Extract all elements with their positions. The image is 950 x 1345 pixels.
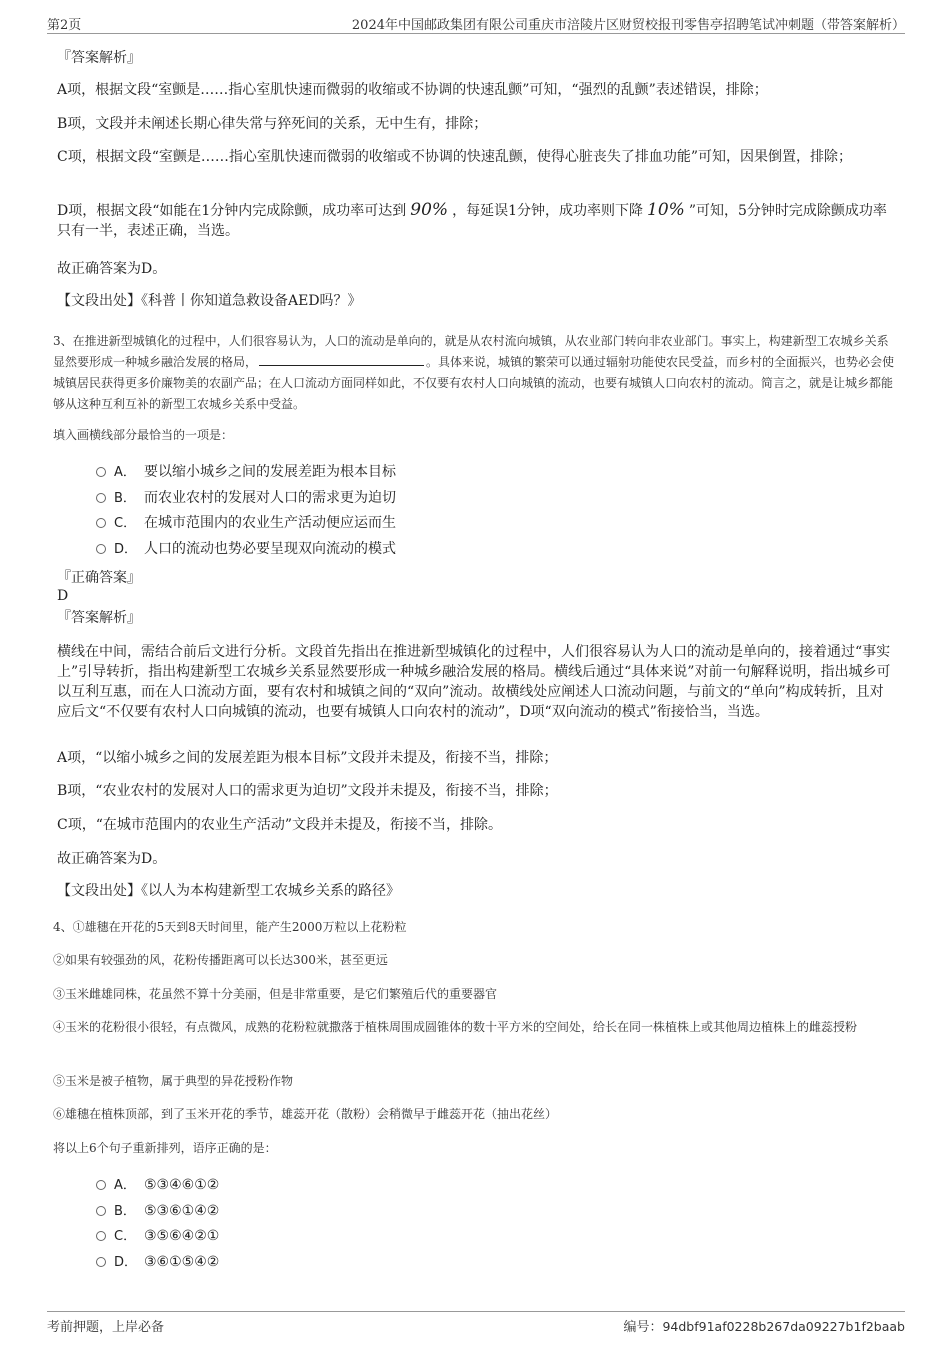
- radio-icon[interactable]: [96, 1180, 106, 1190]
- q3-option-a[interactable]: [96, 462, 396, 483]
- q3-answer-label: 『正确答案』: [57, 570, 141, 586]
- q3-option-b[interactable]: [96, 488, 396, 509]
- radio-icon[interactable]: [96, 1231, 106, 1241]
- q3-analysis-a: A项，“以缩小城乡之间的发展差距为根本目标”文段并未提及，衔接不当，排除；: [57, 750, 558, 766]
- option-key: D．: [114, 1255, 138, 1270]
- q2-conclusion: 故正确答案为D。: [57, 261, 167, 277]
- option-key: C．: [114, 1229, 137, 1244]
- q3-analysis-b: B项，“农业农村的发展对人口的需求更为迫切”文段并未提及，衔接不当，排除；: [57, 783, 558, 799]
- option-key: B．: [114, 491, 136, 506]
- footer-slogan: 考前押题，上岸必备: [47, 1320, 165, 1335]
- q4-option-d[interactable]: [96, 1252, 219, 1273]
- q2-analysis-a: A项，根据文段“室颤是……指心室肌快速而微弱的收缩或不协调的快速乱颤”可知，“强烈的乱颤”表述错误，排除；: [57, 82, 768, 98]
- option-text: ③⑥①⑤④②: [144, 1254, 220, 1270]
- q3-option-c[interactable]: [96, 513, 396, 534]
- q4-sentence-4: ④玉米的花粉很小很轻，有点微风，成熟的花粉粒就撒落于植株周围成圆锥体的数十平方米的空间处，给长在同一株植株上或其他周边植株上的雌蕊授粉: [53, 1020, 858, 1034]
- q3-analysis-text: 横线在中间，需结合前后文进行分析。文段首先指出在推进新型城镇化的过程中，人们很容易认为人口的流动是单向的，接着通过“事实上”引导转折，指出构建新型工农城乡关系显然要形成一种城乡融洽发展的格局。横线后通过“具体来说”对前一句解释说明，指出城乡可以互利互惠，而在人口流动方面，要有农村和城镇之间的“双向”流动。故横线处应阐述人口流动问题，与前文的“单向”构成转折，且对应后文“不仅要有农村人口向城镇的流动，也要有城镇人口向农村的流动”，D项“双向流动的模式”衔接恰当，当选。: [57, 644, 891, 720]
- q3-stem-part1: 3、在推进新型城镇化的过程中，人们很容易认为，人口的流动是单向的，就是从农村流向城镇，从农业部门转向非农业部门。事实上，构建新型工农城乡关系显然要形成一种城乡融洽发展的格局，: [53, 334, 889, 369]
- option-text: ⑤③④⑥①②: [144, 1177, 220, 1193]
- q4-prompt: 将以上6个句子重新排列，语序正确的是：: [53, 1141, 277, 1155]
- q4-sentence-2: ②如果有较强劲的风，花粉传播距离可以长达300米，甚至更远: [53, 953, 388, 967]
- q3-analysis-c: C项，“在城市范围内的农业生产活动”文段并未提及，衔接不当，排除。: [57, 817, 503, 833]
- q2-analysis-label: 『答案解析』: [57, 50, 141, 66]
- q3-prompt: 填入画横线部分最恰当的一项是：: [53, 428, 234, 442]
- radio-icon[interactable]: [96, 1257, 106, 1267]
- q4-option-c[interactable]: [96, 1226, 219, 1247]
- option-text: 人口的流动也势必要呈现双向流动的模式: [144, 541, 396, 557]
- q4-sentence-3: ③玉米雌雄同株，花虽然不算十分美丽，但是非常重要，是它们繁殖后代的重要器官: [53, 987, 498, 1001]
- page-header: [47, 14, 905, 34]
- option-text: 要以缩小城乡之间的发展差距为根本目标: [144, 464, 396, 480]
- radio-icon[interactable]: [96, 518, 106, 528]
- q2-d-part2: ，每延误1分钟，成功率则下降: [452, 203, 644, 219]
- q3-option-d[interactable]: [96, 539, 396, 560]
- option-text: ⑤③⑥①④②: [144, 1203, 220, 1219]
- q2-analysis-b: B项，文段并未阐述长期心律失常与猝死间的关系，无中生有，排除；: [57, 116, 488, 132]
- q3-answer: D: [57, 588, 69, 604]
- q3-source: 【文段出处】《以人为本构建新型工农城乡关系的路径》: [57, 883, 400, 899]
- q3-stem: [53, 331, 897, 415]
- option-text: 在城市范围内的农业生产活动便应运而生: [144, 515, 396, 531]
- q2-analysis-c: C项，根据文段“室颤是……指心室肌快速而微弱的收缩或不协调的快速乱颤，使得心脏丧失了排血功能”可知，因果倒置，排除；: [57, 149, 853, 165]
- q3-stem-part2: 。具体来说，城镇的繁荣可以通过辐射功能使农民受益，而乡村的全面振兴，也势必会使城镇居民获得更多价廉物美的农副产品；在人口流动方面同样如此，不仅要有农村人口向城镇的流动，也要有城镇人口向农村的流动。简言之，就是让城乡都能够从这种互利互补的新型工农城乡关系中受益。: [53, 355, 895, 411]
- q3-analysis-label: 『答案解析』: [57, 610, 141, 626]
- q2-d-pct1: 90%: [410, 200, 449, 220]
- q3-fill-blank: [259, 354, 424, 366]
- q4-sentence-6: ⑥雄穗在植株顶部，到了玉米开花的季节，雄蕊开花（散粉）会稍微早于雌蕊开花（抽出花丝）: [53, 1107, 558, 1121]
- q4-sentence-1: 4、①雄穗在开花的5天到8天时间里，能产生2000万粒以上花粉粒: [53, 920, 407, 934]
- footer-id-code: 94dbf91af0228b267da09227b1f2baab: [662, 1319, 905, 1334]
- radio-icon[interactable]: [96, 493, 106, 503]
- q2-d-part3: ”可知，5分钟时完成除颤成功率只有一半，表述正确，当选。: [57, 203, 887, 239]
- q2-source: 【文段出处】《科普丨你知道急救设备AED吗？》: [57, 293, 362, 309]
- radio-icon[interactable]: [96, 544, 106, 554]
- option-text: 而农业农村的发展对人口的需求更为迫切: [144, 490, 396, 506]
- q3-conclusion: 故正确答案为D。: [57, 851, 167, 867]
- q4-option-b[interactable]: [96, 1201, 219, 1222]
- footer-id: [623, 1316, 905, 1335]
- q2-analysis-d: [57, 200, 897, 241]
- q2-d-part1: D项，根据文段“如能在1分钟内完成除颤，成功率可达到: [57, 203, 407, 219]
- footer-id-label: 编号：: [623, 1320, 663, 1335]
- option-key: B．: [114, 1204, 136, 1219]
- option-text: ③⑤⑥④②①: [144, 1228, 220, 1244]
- q4-option-a[interactable]: [96, 1175, 219, 1196]
- option-key: A．: [114, 1178, 136, 1193]
- option-key: A．: [114, 465, 136, 480]
- page-number: 第2页: [47, 18, 82, 33]
- q2-d-pct2: 10%: [647, 200, 685, 220]
- radio-icon[interactable]: [96, 467, 106, 477]
- radio-icon[interactable]: [96, 1206, 106, 1216]
- document-title: 2024年中国邮政集团有限公司重庆市涪陵片区财贸校报刊零售亭招聘笔试冲刺题（带答案解析）: [351, 18, 905, 33]
- q4-sentence-5: ⑤玉米是被子植物，属于典型的异花授粉作物: [53, 1074, 294, 1088]
- option-key: D．: [114, 542, 138, 557]
- page-footer: [47, 1311, 905, 1335]
- option-key: C．: [114, 516, 137, 531]
